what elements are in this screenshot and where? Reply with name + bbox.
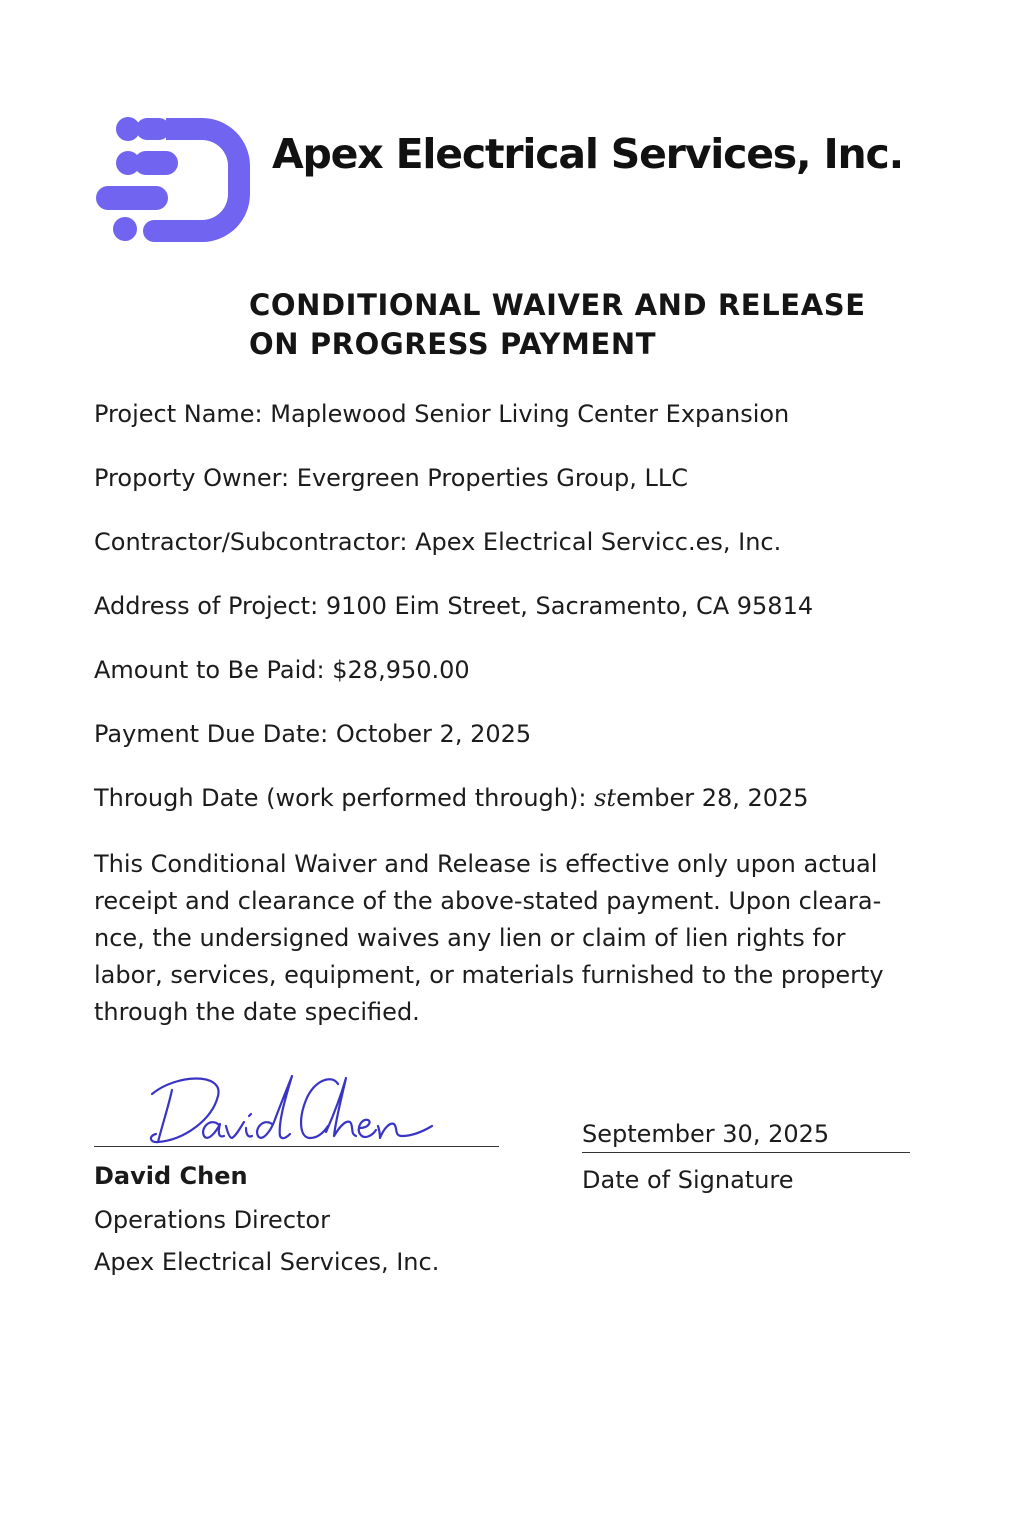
signature-date: September 30, 2025 <box>582 1120 830 1148</box>
waiver-paragraph <box>94 846 914 1031</box>
document-title <box>249 286 866 364</box>
contractor-label: Contractor/Subcontractor: <box>94 528 408 556</box>
company-name: Apex Electrical Services, Inc. <box>272 130 903 178</box>
payment-due-date-label: Payment Due Date: <box>94 720 329 748</box>
waiver-line-4: labor, services, equipment, or materials furnished to the property <box>94 961 884 989</box>
signer-title: Operations Director <box>94 1206 330 1234</box>
waiver-line-2: receipt and clearance of the above-stated payment. Upon cleara- <box>94 887 882 915</box>
waiver-line-5: through the date specified. <box>94 998 420 1026</box>
project-name-field <box>94 398 789 430</box>
through-date-field <box>94 782 809 814</box>
signer-name: David Chen <box>94 1162 248 1190</box>
contractor-value: Apex Electrical Servicc.es, Inc. <box>415 528 782 556</box>
contractor-field <box>94 526 781 558</box>
document-title-line-1: CONDITIONAL WAIVER AND RELEASE <box>249 288 866 322</box>
signer-company: Apex Electrical Services, Inc. <box>94 1248 440 1276</box>
stylized-d-logo-icon <box>94 116 250 244</box>
through-date-prefix: st <box>594 784 617 812</box>
project-name-value: Maplewood Senior Living Center Expansion <box>270 400 790 428</box>
project-name-label: Project Name: <box>94 400 263 428</box>
property-owner-value: Evergreen Properties Group, LLC <box>296 464 689 492</box>
amount-field <box>94 654 470 686</box>
payment-due-date-value: October 2, 2025 <box>335 720 532 748</box>
handwritten-signature <box>146 1066 436 1150</box>
project-address-value: 9100 Eim Street, Sacramento, CA 95814 <box>325 592 814 620</box>
waiver-line-3: nce, the undersigned waives any lien or claim of lien rights for <box>94 924 846 952</box>
amount-value: $28,950.00 <box>332 656 470 684</box>
amount-label: Amount to Be Paid: <box>94 656 325 684</box>
signature-line <box>94 1146 499 1147</box>
property-owner-field <box>94 462 688 494</box>
date-of-signature-label: Date of Signature <box>582 1166 794 1194</box>
payment-due-date-field <box>94 718 531 750</box>
document-title-line-2: ON PROGRESS PAYMENT <box>249 327 657 361</box>
waiver-line-1: This Conditional Waiver and Release is effective only upon actual <box>94 850 878 878</box>
date-line <box>582 1152 910 1153</box>
property-owner-label: Proporty Owner: <box>94 464 290 492</box>
project-address-field <box>94 590 813 622</box>
through-date-label: Through Date (work performed through): <box>94 784 587 812</box>
through-date-value: ember 28, 2025 <box>616 784 809 812</box>
project-address-label: Address of Project: <box>94 592 319 620</box>
